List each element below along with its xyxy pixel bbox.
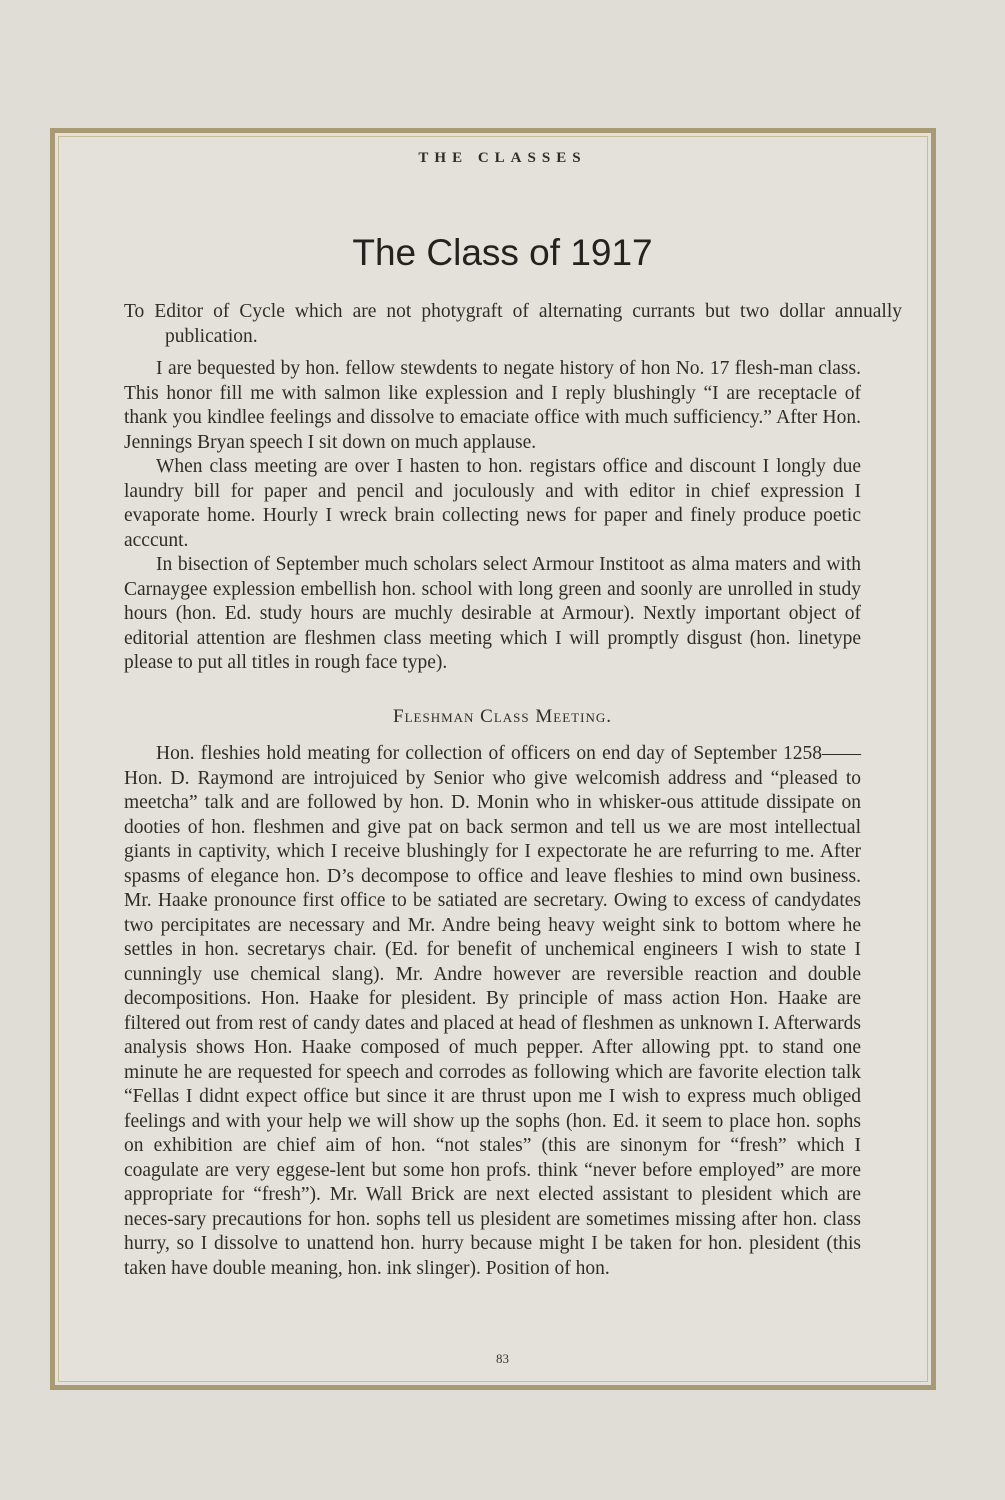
page-title: The Class of 1917 [352,232,653,273]
paragraph: I are bequested by hon. fellow stewdents to negate history of hon No. 17 flesh-man class. This honor fill me with salmon like explession and I reply blushingly “I are receptacle of thank you kindlee feelings and dissolve to emaciate office with much sufficiency.” After Hon. Jennings Bryan speech I sit down on much applause. [124,358,861,453]
salutation [124,300,902,349]
salutation-text: To Editor of Cycle which are not photygraft of alternating currants but two dollar annually publication. [124,301,902,347]
page-number: 83 [496,1351,509,1366]
paragraph: Hon. fleshies hold meating for collection of officers on end day of September 1258——Hon. D. Raymond are introjuiced by Senior who give welcomish address and “pleased to meetcha” talk and are followed by hon. D. Monin who in whisker-ous attitude dissipate on dooties of hon. fleshmen and give pat on back sermon and tell us we are most intellectual giants in captivity, which I receive blushingly for I expectorate he are refurring to me. After spasms of elegance hon. D’s decompose to office and leave fleshies to mind own business. Mr. Haake pronounce first office to be satiated are secretary. Owing to excess of candydates two percipitates are necessary and Mr. Andre being heavy weight sink to bottom where he settles in hon. secretarys chair. (Ed. for benefit of unchemical engineers I wish to state I cunningly use chemical slang). Mr. Andre however are reversible reaction and double decompositions. Hon. Haake for plesident. By principle of mass action Hon. Haake are filtered out from rest of candy dates and placed at head of fleshmen as unknown I. Afterwards analysis shows Hon. Haake composed of much pepper. After allowing ppt. to stand one minute he are requested for speech and corrodes as following which are favorite election talk “Fellas I didnt expect office but since it are thrust upon me I wish to express much obliged feelings and with your help we will show up the sophs (hon. Ed. it seem to place hon. sophs on exhibition are chief aim of hon. “not stales” (this are sinonym for “fresh” which I coagulate are very eggese-lent but some hon profs. think “never before employed” are more appropriate for “fresh”). Mr. Wall Brick are next elected assistant to plesident which are neces-sary precautions for hon. sophs tell us plesident are sometimes missing after hon. class hurry, so I dissolve to unattend hon. hurry because might I be taken for hon. plesident (this taken have double meaning, hon. ink slinger). Position of hon. [124,743,861,1279]
running-head: THE CLASSES [418,150,587,166]
paragraph: When class meeting are over I hasten to hon. registars office and discount I longly due laundry bill for paper and pencil and joculously and with editor in chief expression I evaporate home. Hourly I wreck brain collecting news for paper and finely produce poetic acccunt. [124,456,861,551]
intro-section [124,357,861,676]
meeting-section [124,742,861,1281]
paragraph: In bisection of September much scholars select Armour Institoot as alma maters and with Carnaygee explession embellish hon. school with long green and soonly are unrolled in study hours (hon. Ed. study hours are muchly desirable at Armour). Nextly important object of editorial attention are fleshmen class meeting which I will promptly disgust (hon. linetype please to put all titles in rough face type). [124,554,861,673]
section-heading: Fleshman Class Meeting. [393,706,612,727]
